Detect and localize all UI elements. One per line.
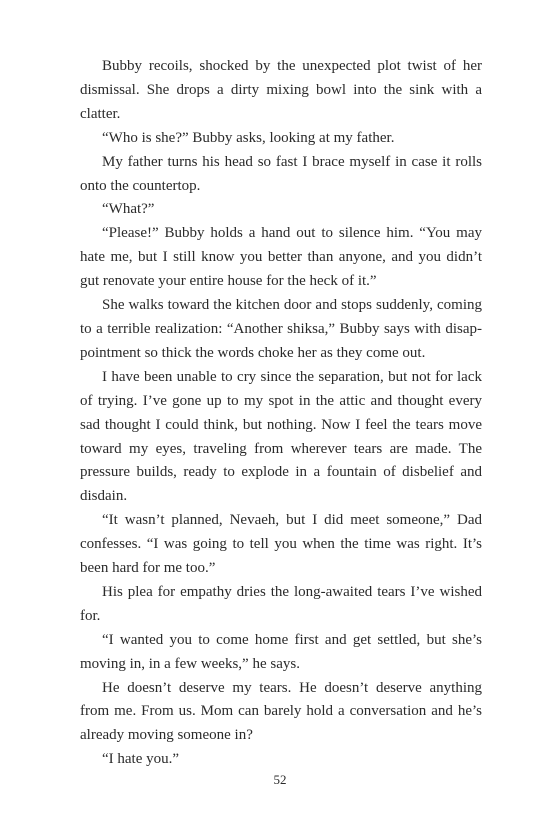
paragraph: “What?” (102, 201, 155, 218)
paragraph: I have been unable to cry since the separation, but not for lack of trying. I’ve gone up to my spot in the attic and thought every sad thought I could think, but nothing. Now I feel the tears move toward my eyes, traveling from wherever tears are made. The pressure builds, ready to explode in a fountain of disbelief and disdain. (80, 368, 482, 505)
paragraph: His plea for empathy dries the long-awaited tears I’ve wished for. (80, 583, 482, 624)
paragraph: Bubby recoils, shocked by the unexpected plot twist of her dismissal. She drops a dirty mixing bowl into the sink with a clatter. (80, 58, 482, 122)
paragraph: “It wasn’t planned, Nevaeh, but I did meet someone,” Dad confesses. “I was going to tell you when the time was right. It’s been hard for me too.” (80, 512, 482, 577)
paragraph: She walks toward the kitchen door and stops suddenly, coming to a terrible realization: “Another shiksa,” Bubby says with disappointment so thick the words choke her as they come out. (80, 297, 482, 361)
paragraph: “Please!” Bubby holds a hand out to silence him. “You may hate me, but I still know you better than anyone, and you didn’t gut renovate your entire house for the heck of it.” (80, 225, 482, 290)
paragraph: He doesn’t deserve my tears. He doesn’t deserve anything from me. From us. Mom can barely hold a conversation and he’s already moving someone in? (80, 679, 482, 744)
paragraph: My father turns his head so fast I brace myself in case it rolls onto the countertop. (80, 153, 482, 194)
paragraph: “I wanted you to come home first and get settled, but she’s moving in, in a few weeks,” he says. (80, 631, 482, 672)
body-text (80, 55, 482, 772)
page-number: 52 (273, 772, 287, 787)
paragraph: “I hate you.” (102, 751, 180, 768)
paragraph: “Who is she?” Bubby asks, looking at my father. (102, 129, 395, 146)
